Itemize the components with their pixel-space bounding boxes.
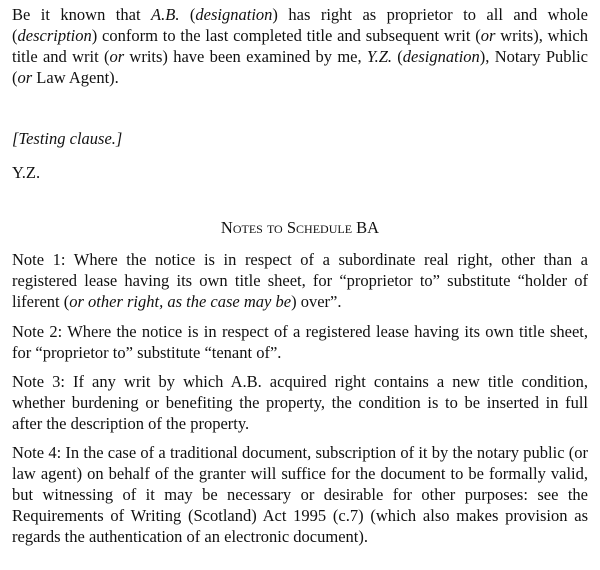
note-2-paragraph: Note 2: Where the notice is in respect of a registered lease having its own title sheet, for “proprietor to” substitute “tenant of”.: [12, 322, 588, 362]
note-3-paragraph: Note 3: If any writ by which A.B. acquired right contains a new title condition, whether burdening or benefiting the property, the condition is to be inserted in full after the description of the property.: [12, 372, 588, 433]
testing-clause: [Testing clause.]: [12, 129, 123, 148]
notes-heading: Notes to Schedule BA: [220, 218, 380, 237]
note-4-paragraph: Note 4: In the case of a traditional document, subscription of it by the notary public (or law agent) on behalf of the granter will suffice for the document to be formally valid, but witnessing of it may be necessary or desirable for other purposes: see the Requirements of Writing (Scotland) Act 1995 (c.7) (which also makes provision as regards the authentication of an electronic document).: [12, 443, 588, 546]
note-1-paragraph: Note 1: Where the notice is in respect of a subordinate real right, other than a registered lease having its own title sheet, for “proprietor to” substitute “holder of liferent (or other right, as the case may be) over”.: [12, 250, 588, 311]
signature-initials: Y.Z.: [12, 163, 41, 182]
intro-paragraph: Be it known that A.B. (designation) has right as proprietor to all and whole (description) conform to the last completed title and subsequent writ (or writs), which title and writ (or writs) have been examined by me, Y.Z. (designation), Notary Public (or Law Agent).: [12, 5, 588, 87]
